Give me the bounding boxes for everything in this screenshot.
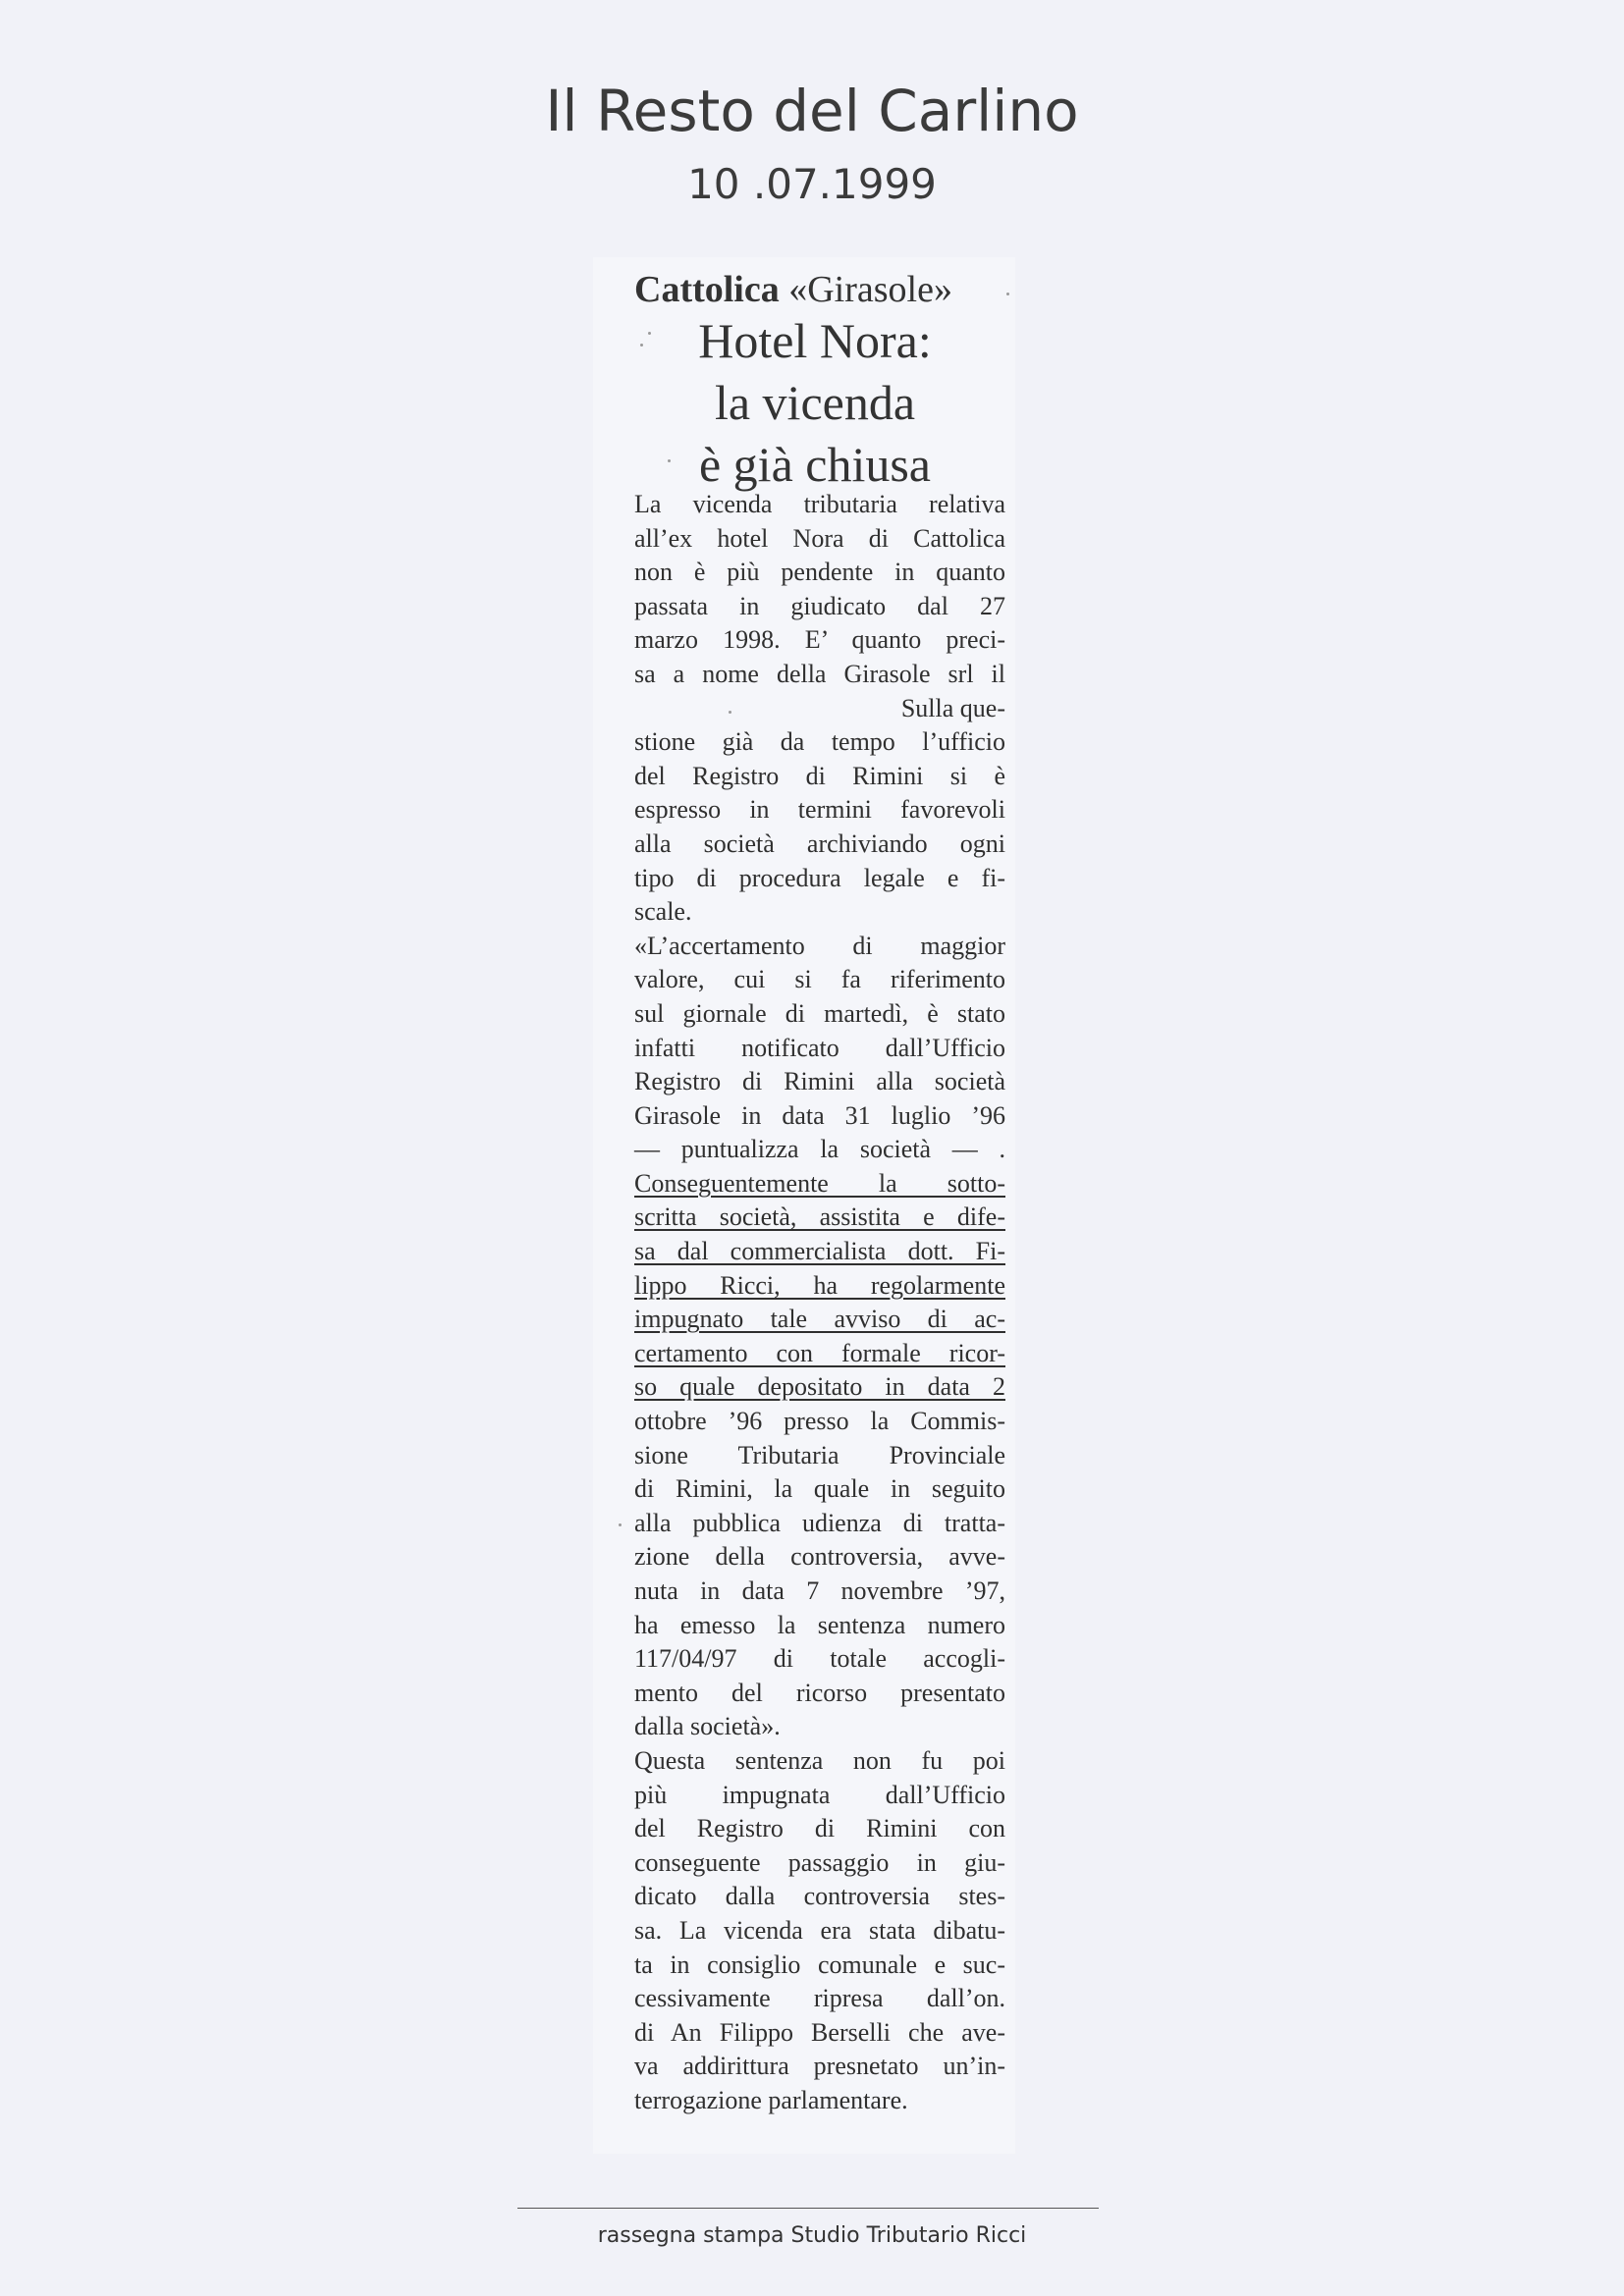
article-line: Conseguentemente la sotto- (634, 1168, 1005, 1198)
print-speck (729, 711, 731, 714)
headline-line: è già chiusa (698, 437, 931, 492)
article-line: Girasole in data 31 luglio ’96 (634, 1100, 1005, 1130)
print-speck (668, 459, 671, 462)
article-line: passata in giudicato dal 27 (634, 591, 1005, 620)
article-place: Cattolica (634, 269, 780, 310)
article-line: sione Tributaria Provinciale (634, 1440, 1005, 1469)
article-line: impugnato tale avviso di ac- (634, 1305, 1005, 1334)
article-line: Registro di Rimini alla società (634, 1067, 1005, 1096)
publication-date: 10 .07.1999 (687, 160, 937, 208)
article-line: sa a nome della Girasole srl il (634, 659, 1005, 688)
article-line: ha emesso la sentenza numero (634, 1610, 1005, 1639)
article-line: Sulla que- (900, 693, 1005, 722)
article-line: alla società archiviando ogni (634, 828, 1005, 858)
article-line: marzo 1998. E’ quanto preci- (634, 625, 1005, 655)
article-line: scritta società, assistita e dife- (634, 1202, 1005, 1232)
article-headline (628, 310, 1001, 496)
article-line: conseguente passaggio in giu- (634, 1847, 1005, 1877)
article-line: nuta in data 7 novembre ’97, (634, 1576, 1005, 1605)
article-line: mento del ricorso presentato (634, 1678, 1005, 1707)
headline-line: Hotel Nora: (698, 313, 932, 368)
article-line: La vicenda tributaria relativa (634, 490, 1005, 518)
print-speck (648, 332, 651, 335)
article-line: certamento con formale ricor- (634, 1338, 1005, 1367)
article-line: scale. (634, 897, 692, 927)
article-line: zione della controversia, avve- (634, 1542, 1005, 1572)
article-line: «L’accertamento di maggior (634, 931, 1005, 960)
article-line: Questa sentenza non fu poi (634, 1745, 1005, 1775)
article-line: infatti notificato dall’Ufficio (634, 1033, 1005, 1062)
article-line: so quale depositato in data 2 (634, 1372, 1005, 1402)
article-line: alla pubblica udienza di tratta- (634, 1508, 1005, 1537)
article-line: valore, cui si fa riferimento (634, 965, 1005, 994)
article-line: dicato dalla controversia stes- (634, 1882, 1005, 1911)
article-kicker-label: «Girasole» (788, 269, 952, 310)
publication-title: Il Resto del Carlino (545, 78, 1079, 144)
article-line: stione già da tempo l’ufficio (634, 727, 1005, 757)
article-line: ta in consiglio comunale e suc- (634, 1949, 1005, 1979)
article-line: va addirittura presnetato un’in- (634, 2052, 1005, 2081)
article-line: tipo di procedura legale e fi- (634, 863, 1005, 892)
footer-divider (517, 2208, 1099, 2209)
article-kicker (634, 265, 952, 314)
article-line: non è più pendente in quanto (634, 558, 1005, 587)
article-line: ottobre ’96 presso la Commis- (634, 1407, 1005, 1436)
print-speck (1006, 293, 1009, 295)
print-speck (619, 1523, 622, 1526)
article-body (634, 488, 1005, 2118)
print-speck (640, 344, 643, 347)
article-line: sul giornale di martedì, è stato (634, 998, 1005, 1028)
article-line: del Registro di Rimini con (634, 1814, 1005, 1843)
article-line: — puntualizza la società — . (634, 1135, 1005, 1164)
article-line: all’ex hotel Nora di Cattolica (634, 523, 1005, 553)
article-line: lippo Ricci, ha regolarmente (634, 1270, 1005, 1300)
article-line: sa. La vicenda era stata dibatu- (634, 1915, 1005, 1945)
article-line: sa dal commercialista dott. Fi- (634, 1237, 1005, 1266)
article-line: dalla società». (634, 1712, 781, 1741)
article-line: di An Filippo Berselli che ave- (634, 2017, 1005, 2047)
article-line: 117/04/97 di totale accogli- (634, 1644, 1005, 1674)
article-line: del Registro di Rimini si è (634, 761, 1005, 790)
article-line: espresso in termini favorevoli (634, 795, 1005, 825)
article-line: di Rimini, la quale in seguito (634, 1474, 1005, 1504)
article-line: cessivamente ripresa dall’on. (634, 1984, 1005, 2013)
article-line: più impugnata dall’Ufficio (634, 1780, 1005, 1809)
footer-credit: rassegna stampa Studio Tributario Ricci (597, 2223, 1027, 2248)
headline-line: la vicenda (714, 375, 916, 430)
article-line: terrogazione parlamentare. (634, 2085, 908, 2114)
